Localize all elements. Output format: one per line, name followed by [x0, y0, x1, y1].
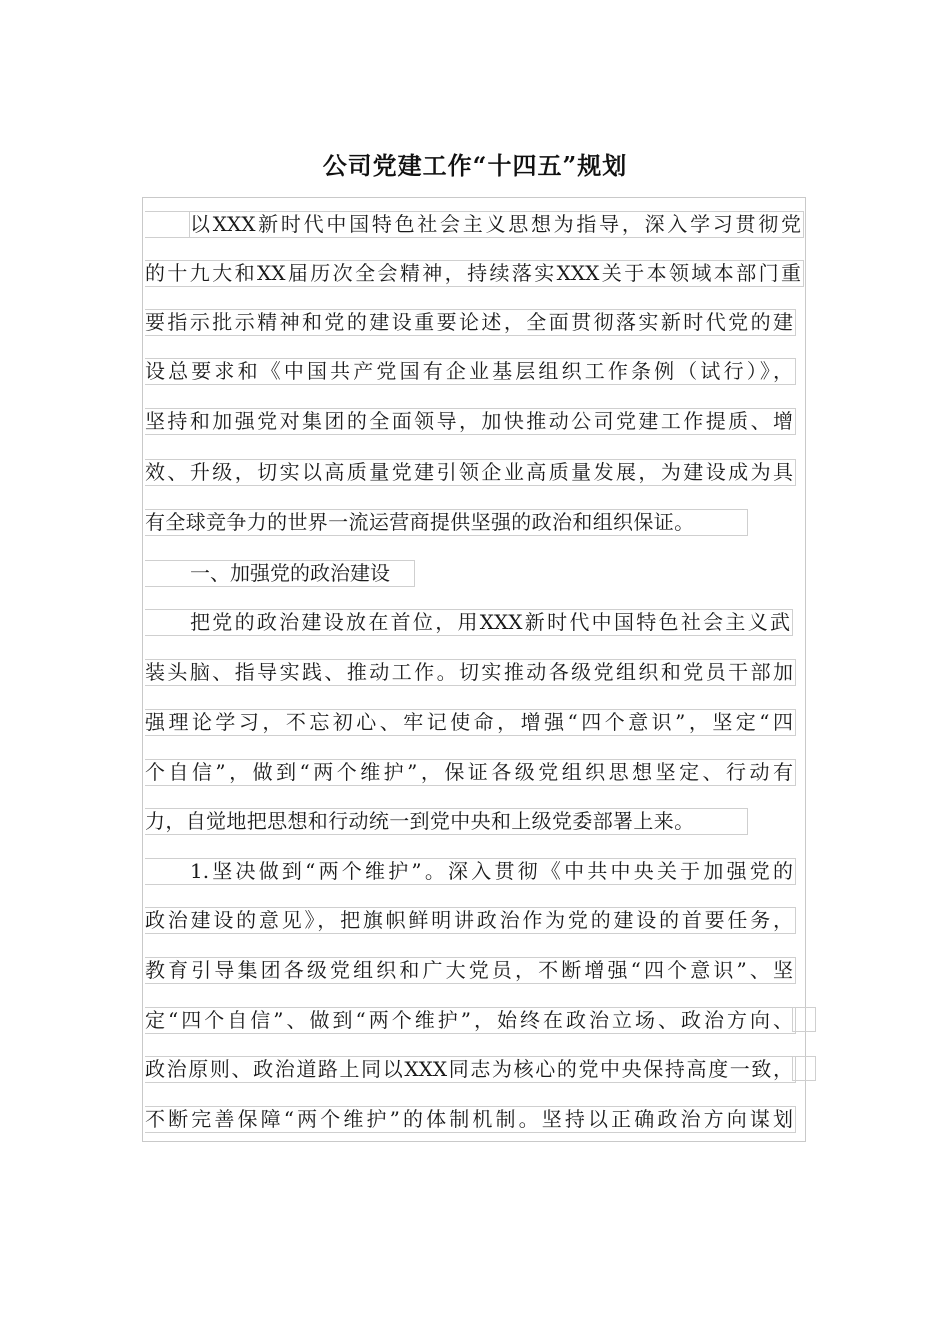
text-line: 有全球竞争力的世界一流运营商提供坚强的政治和组织保证。	[145, 509, 748, 536]
text-line: 设总要求和《中国共产党国有企业基层组织工作条例（试行）》，	[145, 358, 796, 385]
text-line: 装头脑、指导实践、推动工作。切实推动各级党组织和党员干部加	[145, 659, 796, 686]
text-line: 把党的政治建设放在首位，用XXX新时代中国特色社会主义武	[145, 609, 793, 636]
page-title: 公司党建工作“十四五”规划	[322, 151, 628, 180]
text-line: 效、升级，切实以高质量党建引领企业高质量发展，为建设成为具	[145, 459, 796, 486]
text-line: 强理论学习，不忘初心、牢记使命，增强“四个意识”，坚定“四	[145, 709, 796, 736]
text-line: 不断完善保障“两个维护”的体制机制。坚持以正确政治方向谋划	[145, 1106, 796, 1133]
overhang-mark	[792, 1007, 816, 1032]
text-line: 要指示批示精神和党的建设重要论述，全面贯彻落实新时代党的建	[145, 309, 796, 336]
text-line: 政治原则、政治道路上同以XXX同志为核心的党中央保持高度一致，	[145, 1056, 796, 1083]
text-line: 定“四个自信”、做到“两个维护”，始终在政治立场、政治方向、	[145, 1007, 796, 1034]
text-line: 个自信”，做到“两个维护”，保证各级党组织思想坚定、行动有	[145, 759, 796, 786]
section-heading: 一、加强党的政治建设	[145, 560, 415, 587]
text-line: 1.坚决做到“两个维护”。深入贯彻《中共中央关于加强党的	[145, 858, 796, 885]
text-line: 政治建设的意见》，把旗帜鲜明讲政治作为党的建设的首要任务，	[145, 907, 796, 934]
text-line: 教育引导集团各级党组织和广大党员，不断增强“四个意识”、坚	[145, 957, 796, 984]
text-line: 力，自觉地把思想和行动统一到党中央和上级党委部署上来。	[145, 808, 748, 835]
text-line: 的十九大和XX届历次全会精神，持续落实XXX关于本领域本部门重	[145, 260, 804, 287]
text-line: 坚持和加强党对集团的全面领导，加快推动公司党建工作提质、增	[145, 408, 796, 435]
overhang-mark	[792, 1056, 816, 1081]
text-line: 以XXX新时代中国特色社会主义思想为指导，深入学习贯彻党	[145, 211, 804, 238]
